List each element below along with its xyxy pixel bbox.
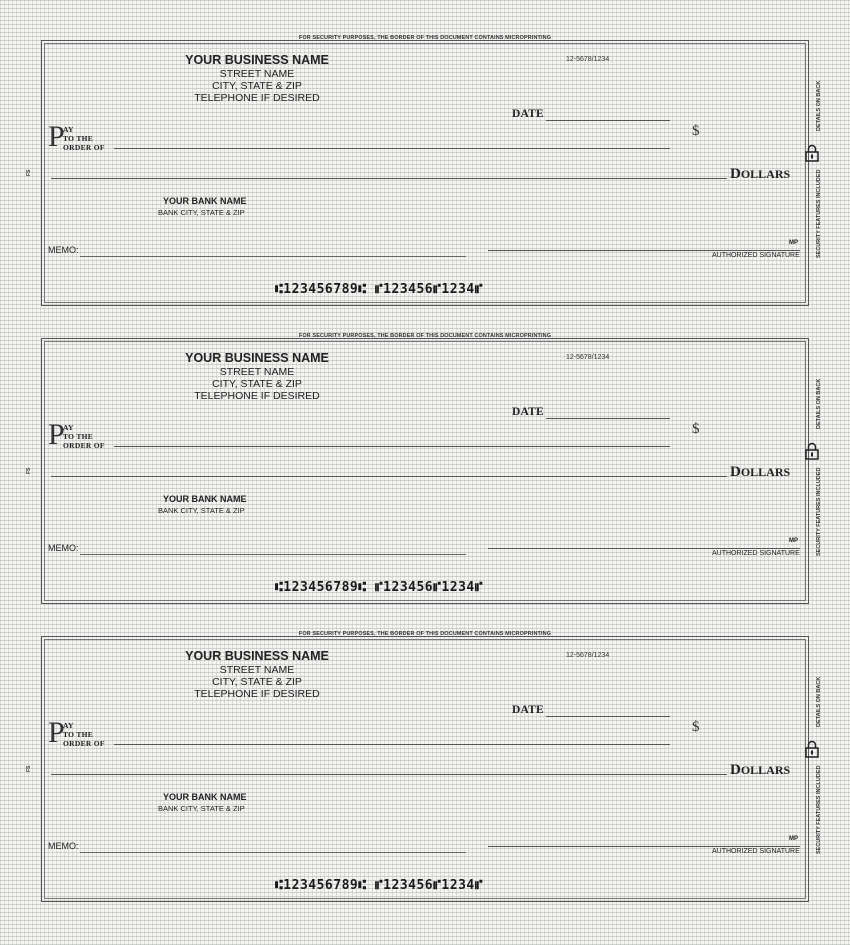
dollar-sign: $ <box>692 123 700 139</box>
bank-name: YOUR BANK NAME <box>163 792 247 802</box>
microprint-text: FOR SECURITY PURPOSES, THE BORDER OF THIS DOCUMENT CONTAINS MICROPRINTING <box>298 631 552 637</box>
business-city: CITY, STATE & ZIP <box>212 676 302 688</box>
business-phone: TELEPHONE IF DESIRED <box>194 390 320 402</box>
memo-label: MEMO: <box>48 841 79 851</box>
security-features-text: SECURITY FEATURES INCLUDED <box>816 169 822 258</box>
routing-fraction: 12-5678/1234 <box>566 652 610 659</box>
dollars-initial: D <box>730 166 741 182</box>
date-line[interactable] <box>546 418 670 419</box>
fp-mark: FS <box>26 765 32 772</box>
bank-city: BANK CITY, STATE & ZIP <box>158 506 245 515</box>
dollars-rest: OLLARS <box>740 465 791 479</box>
business-street: STREET NAME <box>219 664 295 676</box>
padlock-icon <box>805 442 819 460</box>
padlock-icon <box>805 144 819 162</box>
pay-order-of-label: ORDER OF <box>63 739 105 748</box>
pay-label: AY <box>63 423 74 432</box>
micr-line: ⑆123456789⑆ ⑈123456⑈1234⑈ <box>275 282 484 297</box>
pay-order-of-label: ORDER OF <box>63 441 105 450</box>
business-phone: TELEPHONE IF DESIRED <box>194 688 320 700</box>
pay-initial: P <box>48 716 65 749</box>
padlock-icon <box>805 740 819 758</box>
business-city: CITY, STATE & ZIP <box>212 378 302 390</box>
micr-line: ⑆123456789⑆ ⑈123456⑈1234⑈ <box>275 580 484 595</box>
bank-name: YOUR BANK NAME <box>163 196 247 206</box>
date-label: DATE <box>512 704 544 716</box>
details-on-back-text: DETAILS ON BACK <box>816 80 822 131</box>
security-features-text: SECURITY FEATURES INCLUDED <box>816 467 822 556</box>
micr-line: ⑆123456789⑆ ⑈123456⑈1234⑈ <box>275 878 484 893</box>
business-street: STREET NAME <box>219 366 295 378</box>
dollar-sign: $ <box>692 719 700 735</box>
payee-line[interactable] <box>114 744 670 745</box>
check-border-inner <box>44 43 806 303</box>
date-label: DATE <box>512 406 544 418</box>
fp-mark: FS <box>26 169 32 176</box>
details-on-back-text: DETAILS ON BACK <box>816 378 822 429</box>
microprint-text: FOR SECURITY PURPOSES, THE BORDER OF THIS DOCUMENT CONTAINS MICROPRINTING <box>298 333 552 339</box>
authorized-signature-label: AUTHORIZED SIGNATURE <box>712 550 800 557</box>
memo-line[interactable] <box>80 852 466 853</box>
check-border-inner <box>44 341 806 601</box>
payee-line[interactable] <box>114 148 670 149</box>
signature-line[interactable] <box>488 846 800 847</box>
check-2 <box>0 298 850 596</box>
bank-city: BANK CITY, STATE & ZIP <box>158 208 245 217</box>
mp-mark: MP <box>789 836 798 842</box>
mp-mark: MP <box>789 240 798 246</box>
security-features-text: SECURITY FEATURES INCLUDED <box>816 765 822 854</box>
amount-words-line[interactable] <box>51 476 727 477</box>
routing-fraction: 12-5678/1234 <box>566 56 610 63</box>
check-3 <box>0 596 850 894</box>
business-phone: TELEPHONE IF DESIRED <box>194 92 320 104</box>
amount-words-line[interactable] <box>51 178 727 179</box>
bank-city: BANK CITY, STATE & ZIP <box>158 804 245 813</box>
dollars-label <box>730 464 790 481</box>
microprint-text: FOR SECURITY PURPOSES, THE BORDER OF THIS DOCUMENT CONTAINS MICROPRINTING <box>298 35 552 41</box>
pay-order-of-label: ORDER OF <box>63 143 105 152</box>
pay-label: AY <box>63 125 74 134</box>
routing-fraction: 12-5678/1234 <box>566 354 610 361</box>
payee-line[interactable] <box>114 446 670 447</box>
memo-label: MEMO: <box>48 245 79 255</box>
dollar-sign: $ <box>692 421 700 437</box>
business-name: YOUR BUSINESS NAME <box>185 649 329 663</box>
pay-to-the-label: TO THE <box>63 730 94 739</box>
date-line[interactable] <box>546 120 670 121</box>
business-name: YOUR BUSINESS NAME <box>185 351 329 365</box>
business-street: STREET NAME <box>219 68 295 80</box>
dollars-rest: OLLARS <box>740 167 791 181</box>
details-on-back-text: DETAILS ON BACK <box>816 676 822 727</box>
pay-initial: P <box>48 120 65 153</box>
authorized-signature-label: AUTHORIZED SIGNATURE <box>712 848 800 855</box>
dollars-label <box>730 762 790 779</box>
check-border-inner <box>44 639 806 899</box>
dollars-label <box>730 166 790 183</box>
dollars-initial: D <box>730 464 741 480</box>
date-line[interactable] <box>546 716 670 717</box>
business-name: YOUR BUSINESS NAME <box>185 53 329 67</box>
mp-mark: MP <box>789 538 798 544</box>
pay-initial: P <box>48 418 65 451</box>
business-city: CITY, STATE & ZIP <box>212 80 302 92</box>
signature-line[interactable] <box>488 548 800 549</box>
authorized-signature-label: AUTHORIZED SIGNATURE <box>712 252 800 259</box>
memo-line[interactable] <box>80 554 466 555</box>
bank-name: YOUR BANK NAME <box>163 494 247 504</box>
dollars-initial: D <box>730 762 741 778</box>
memo-line[interactable] <box>80 256 466 257</box>
pay-to-the-label: TO THE <box>63 134 94 143</box>
date-label: DATE <box>512 108 544 120</box>
memo-label: MEMO: <box>48 543 79 553</box>
signature-line[interactable] <box>488 250 800 251</box>
pay-to-the-label: TO THE <box>63 432 94 441</box>
amount-words-line[interactable] <box>51 774 727 775</box>
dollars-rest: OLLARS <box>740 763 791 777</box>
fp-mark: FS <box>26 467 32 474</box>
pay-label: AY <box>63 721 74 730</box>
check-1 <box>0 0 850 298</box>
